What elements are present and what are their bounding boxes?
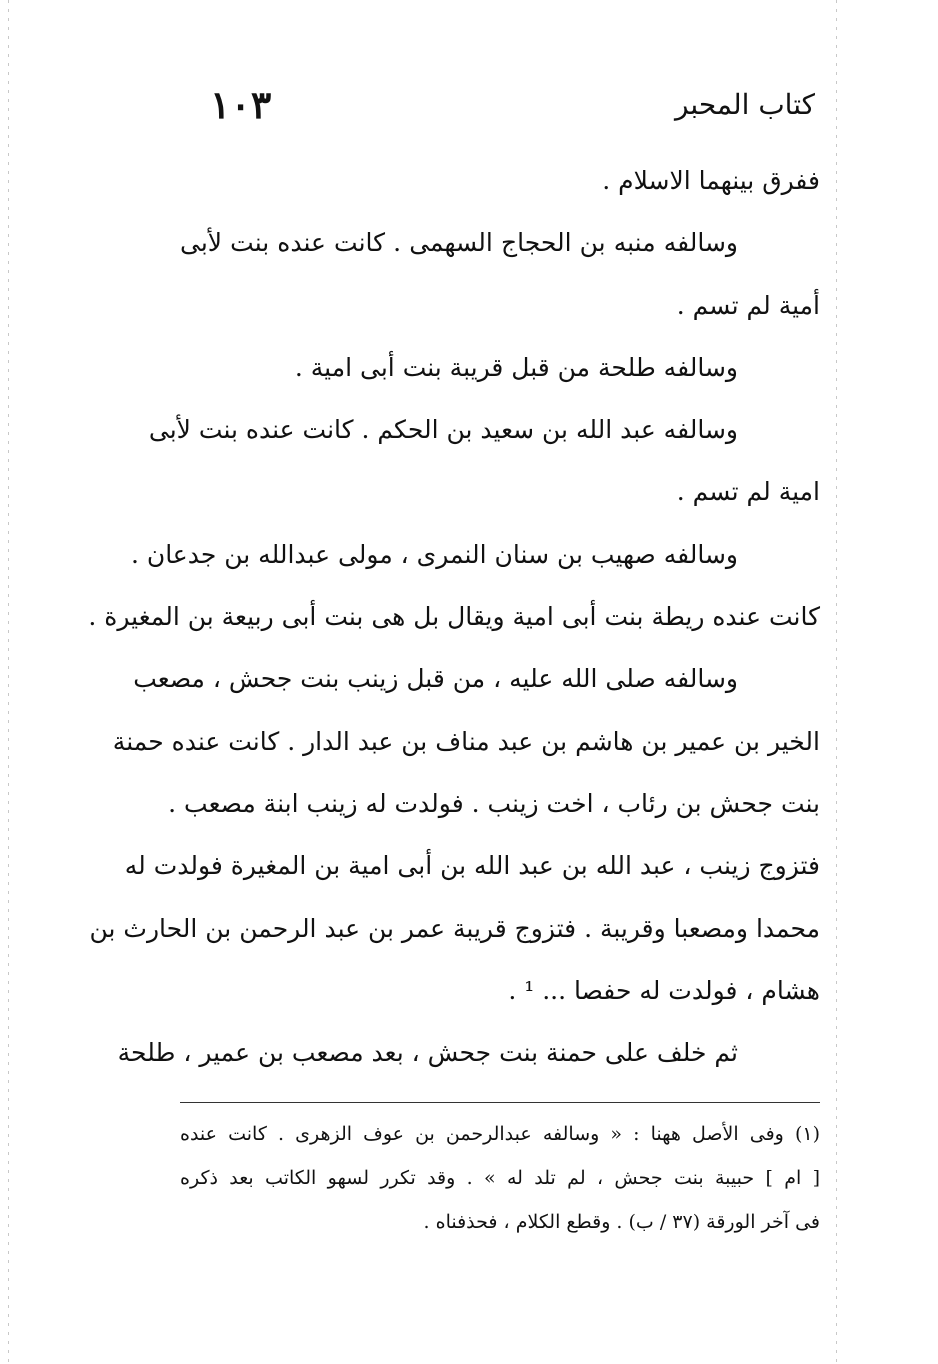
page-number: ١٠٣ [210,82,272,127]
footnote-line: (١) وفى الأصل ههنا : « وسالفه عبدالرحمن بن عوف الزهرى . كانت عنده [180,1123,820,1145]
text-line: محمدا ومصعبا وقريبة . فتزوج قريبة عمر بن عبد الرحمن بن الحارث بن [89,913,820,943]
footnote-line: فى آخر الورقة (٣٧ / ب) . وقطع الكلام ، فحذفناه . [423,1211,820,1233]
text-line: هشام ، فولدت له حفصا ... ¹ . [508,975,820,1005]
text-line: بنت جحش بن رئاب ، اخت زينب . فولدت له زينب ابنة مصعب . [168,788,820,818]
footnote-line: [ ام ] حبيبة بنت جحش ، لم تلد له » . وقد تكرر لسهو الكاتب بعد ذكره [180,1167,820,1189]
text-line: كانت عنده ريطة بنت أبى امية ويقال بل هى بنت أبى ربيعة بن المغيرة . [88,602,820,632]
scan-edge-left [8,0,9,1364]
text-line: الخير بن عمير بن هاشم بن عبد مناف بن عبد الدار . كانت عنده حمنة [112,726,820,756]
text-line: وسالفه منبه بن الحجاج السهمى . كانت عنده بنت لأبى [180,228,738,258]
text-line: وسالفه صلى الله عليه ، من قبل زينب بنت جحش ، مصعب [133,664,738,694]
text-line: وسالفه عبد الله بن سعيد بن الحكم . كانت عنده بنت لأبى [148,415,738,445]
footnote-divider [180,1102,820,1103]
page-header [200,82,815,142]
text-line: امية لم تسم . [676,477,820,507]
text-line: ثم خلف على حمنة بنت جحش ، بعد مصعب بن عمير ، طلحة [117,1038,738,1068]
main-text [88,150,820,1084]
text-line: أمية لم تسم . [676,290,820,320]
footnotes [180,1112,820,1244]
text-line: وسالفه طلحة من قبل قريبة بنت أبى امية . [294,352,738,382]
running-title: كتاب المحبر [674,88,815,121]
text-line: ففرق بينهما الاسلام . [602,166,820,195]
text-line: وسالفه صهيب بن سنان النمرى ، مولى عبدالله بن جدعان . [130,539,738,569]
text-line: فتزوج زينب ، عبد الله بن عبد الله بن أبى امية بن المغيرة فولدت له [124,851,820,881]
scan-edge-right [836,0,837,1364]
